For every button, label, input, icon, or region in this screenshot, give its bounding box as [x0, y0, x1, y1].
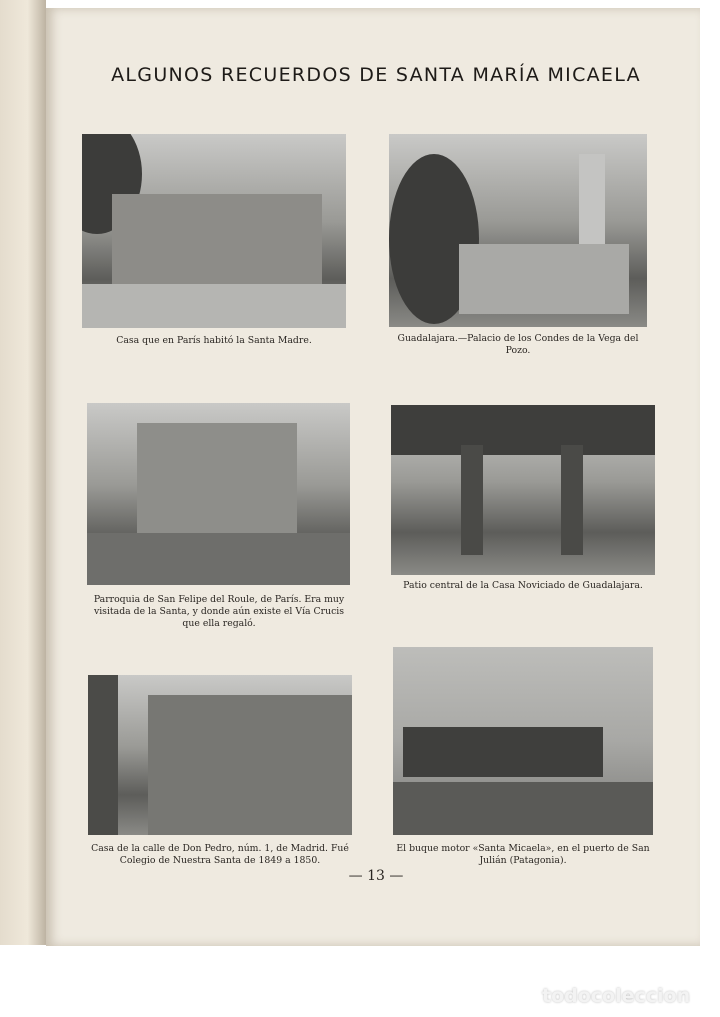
- page-title: ALGUNOS RECUERDOS DE SANTA MARÍA MICAELA: [111, 64, 641, 86]
- photo-don-pedro-house: [88, 675, 352, 835]
- photo-paris-house: [82, 134, 346, 328]
- photo-guadalajara-palace: [389, 134, 647, 327]
- facing-page-edge: [0, 0, 46, 945]
- photo-san-felipe-church: [87, 403, 350, 585]
- caption-4: Patio central de la Casa Noviciado de Guadalajara.: [403, 580, 643, 591]
- photo-noviciado-patio: [391, 405, 655, 575]
- caption-6: El buque motor «Santa Micaela», en el puerto de San Julián (Patagonia).: [396, 843, 650, 866]
- photo-santa-micaela-ship: [393, 647, 653, 835]
- caption-1: Casa que en París habitó la Santa Madre.: [116, 335, 312, 346]
- page-number: — 13 —: [348, 868, 404, 884]
- caption-2: Guadalajara.—Palacio de los Condes de la Vega del Pozo.: [397, 333, 639, 356]
- watermark: todocoleccion: [542, 985, 691, 1007]
- caption-3: Parroquia de San Felipe del Roule, de París. Era muy visitada de la Santa, y donde aún existe el Vía Crucis que ella regaló.: [93, 594, 345, 629]
- caption-5: Casa de la calle de Don Pedro, núm. 1, de Madrid. Fué Colegio de Nuestra Santa de 1849 a 1850.: [91, 843, 349, 866]
- document-page: [46, 8, 700, 946]
